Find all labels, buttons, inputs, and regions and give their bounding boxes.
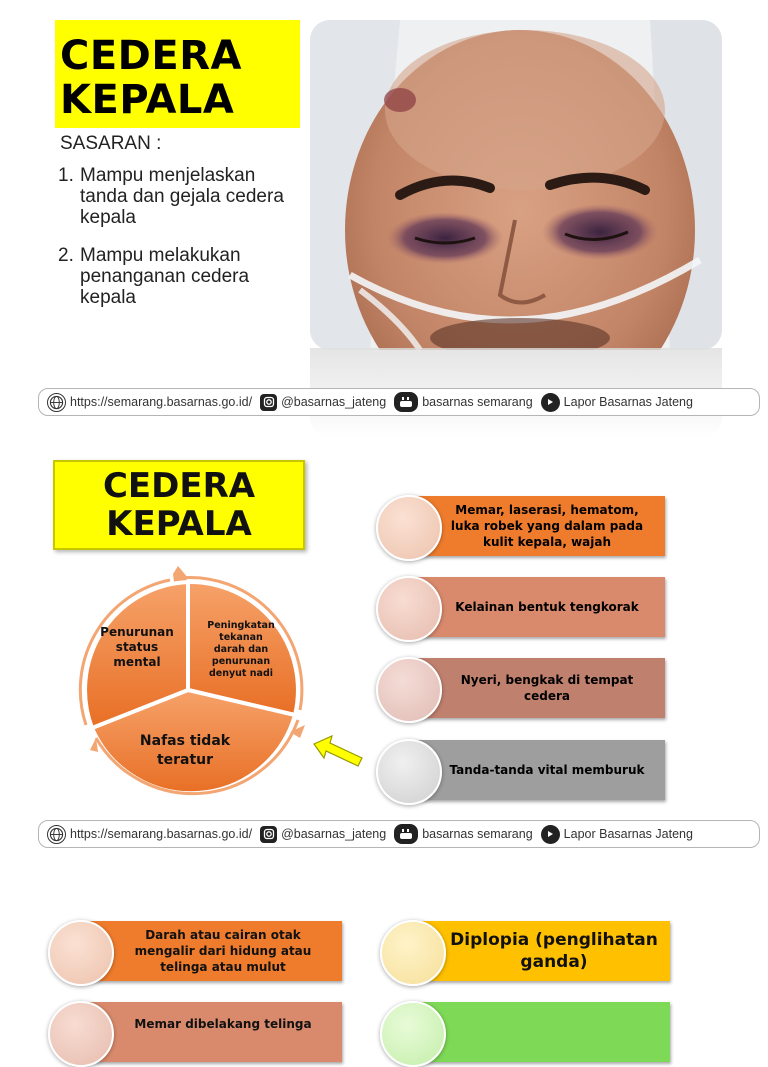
sign-box [412, 1002, 670, 1062]
head-injury-photo [310, 20, 722, 350]
yellow-arrow-icon [310, 732, 365, 772]
objective-item [58, 165, 298, 228]
sign-box [80, 921, 342, 981]
instagram-link[interactable] [260, 826, 386, 843]
contact-footer [38, 388, 760, 416]
sign-bullet [376, 576, 442, 642]
objective-text: Mampu menjelaskan tanda dan gejala cedera kepala [80, 165, 284, 228]
website-link[interactable] [47, 393, 252, 412]
youtube-link[interactable] [394, 824, 532, 844]
slide1-title: CEDERA KEPALA [60, 33, 242, 123]
sign-bullet [48, 1001, 114, 1067]
sign-bullet [380, 1001, 446, 1067]
play-icon [541, 393, 560, 412]
cycle-label-breathing: Nafas tidak teratur [139, 733, 231, 768]
globe-icon [47, 393, 66, 412]
sign-bullet [376, 657, 442, 723]
sign-text: Memar, laserasi, hematom, luka robek yang dalam pada kulit kepala, wajah [450, 503, 644, 549]
objective-number: 2. [58, 245, 74, 266]
instagram-text: @basarnas_jateng [281, 827, 387, 841]
sign-box [405, 496, 665, 556]
play-icon [541, 825, 560, 844]
lapor-text: Lapor Basarnas Jateng [563, 827, 693, 841]
objective-number: 1. [58, 165, 74, 186]
sign-bullet [376, 495, 442, 561]
slide1-title-box [55, 20, 300, 128]
sign-bullet [376, 739, 442, 805]
cycle-diagram [70, 560, 310, 810]
youtube-icon [394, 392, 418, 412]
sign-box [405, 658, 665, 718]
instagram-text: @basarnas_jateng [281, 395, 387, 409]
cycle-label-pressure: Peningkatan tekanan darah dan penurunan denyut nadi [207, 620, 275, 679]
lapor-text: Lapor Basarnas Jateng [563, 395, 693, 409]
instagram-icon [260, 826, 277, 843]
sign-text: Tanda-tanda vital memburuk [449, 763, 645, 777]
instagram-link[interactable] [260, 394, 386, 411]
sign-text: Kelainan bentuk tengkorak [455, 600, 639, 614]
objective-text: Mampu melakukan penanganan cedera kepala [80, 245, 250, 308]
youtube-text: basarnas semarang [422, 395, 533, 409]
youtube-link[interactable] [394, 392, 532, 412]
slide2-title-box [53, 460, 305, 550]
website-text: https://semarang.basarnas.go.id/ [70, 827, 253, 841]
lapor-link[interactable] [541, 393, 693, 412]
contact-footer [38, 820, 760, 848]
slide2-title: CEDERA KEPALA [102, 466, 256, 544]
sign-box [80, 1002, 342, 1062]
sign-text: Darah atau cairan otak mengalir dari hidung atau telinga atau mulut [134, 928, 312, 974]
website-link[interactable] [47, 825, 252, 844]
youtube-text: basarnas semarang [422, 827, 533, 841]
youtube-icon [394, 824, 418, 844]
sign-box [405, 577, 665, 637]
objective-item [58, 245, 298, 308]
globe-icon [47, 825, 66, 844]
sign-box [405, 740, 665, 800]
sasaran-label: SASARAN : [60, 133, 162, 154]
sign-text: Diplopia (penglihatan ganda) [450, 930, 658, 972]
instagram-icon [260, 394, 277, 411]
sign-box [412, 921, 670, 981]
cycle-label-mental: Penurunan status mental [100, 625, 174, 669]
sign-text: Memar dibelakang telinga [134, 1017, 312, 1031]
sign-text: Nyeri, bengkak di tempat cedera [460, 673, 634, 703]
sign-bullet [48, 920, 114, 986]
sign-bullet [380, 920, 446, 986]
lapor-link[interactable] [541, 825, 693, 844]
website-text: https://semarang.basarnas.go.id/ [70, 395, 253, 409]
